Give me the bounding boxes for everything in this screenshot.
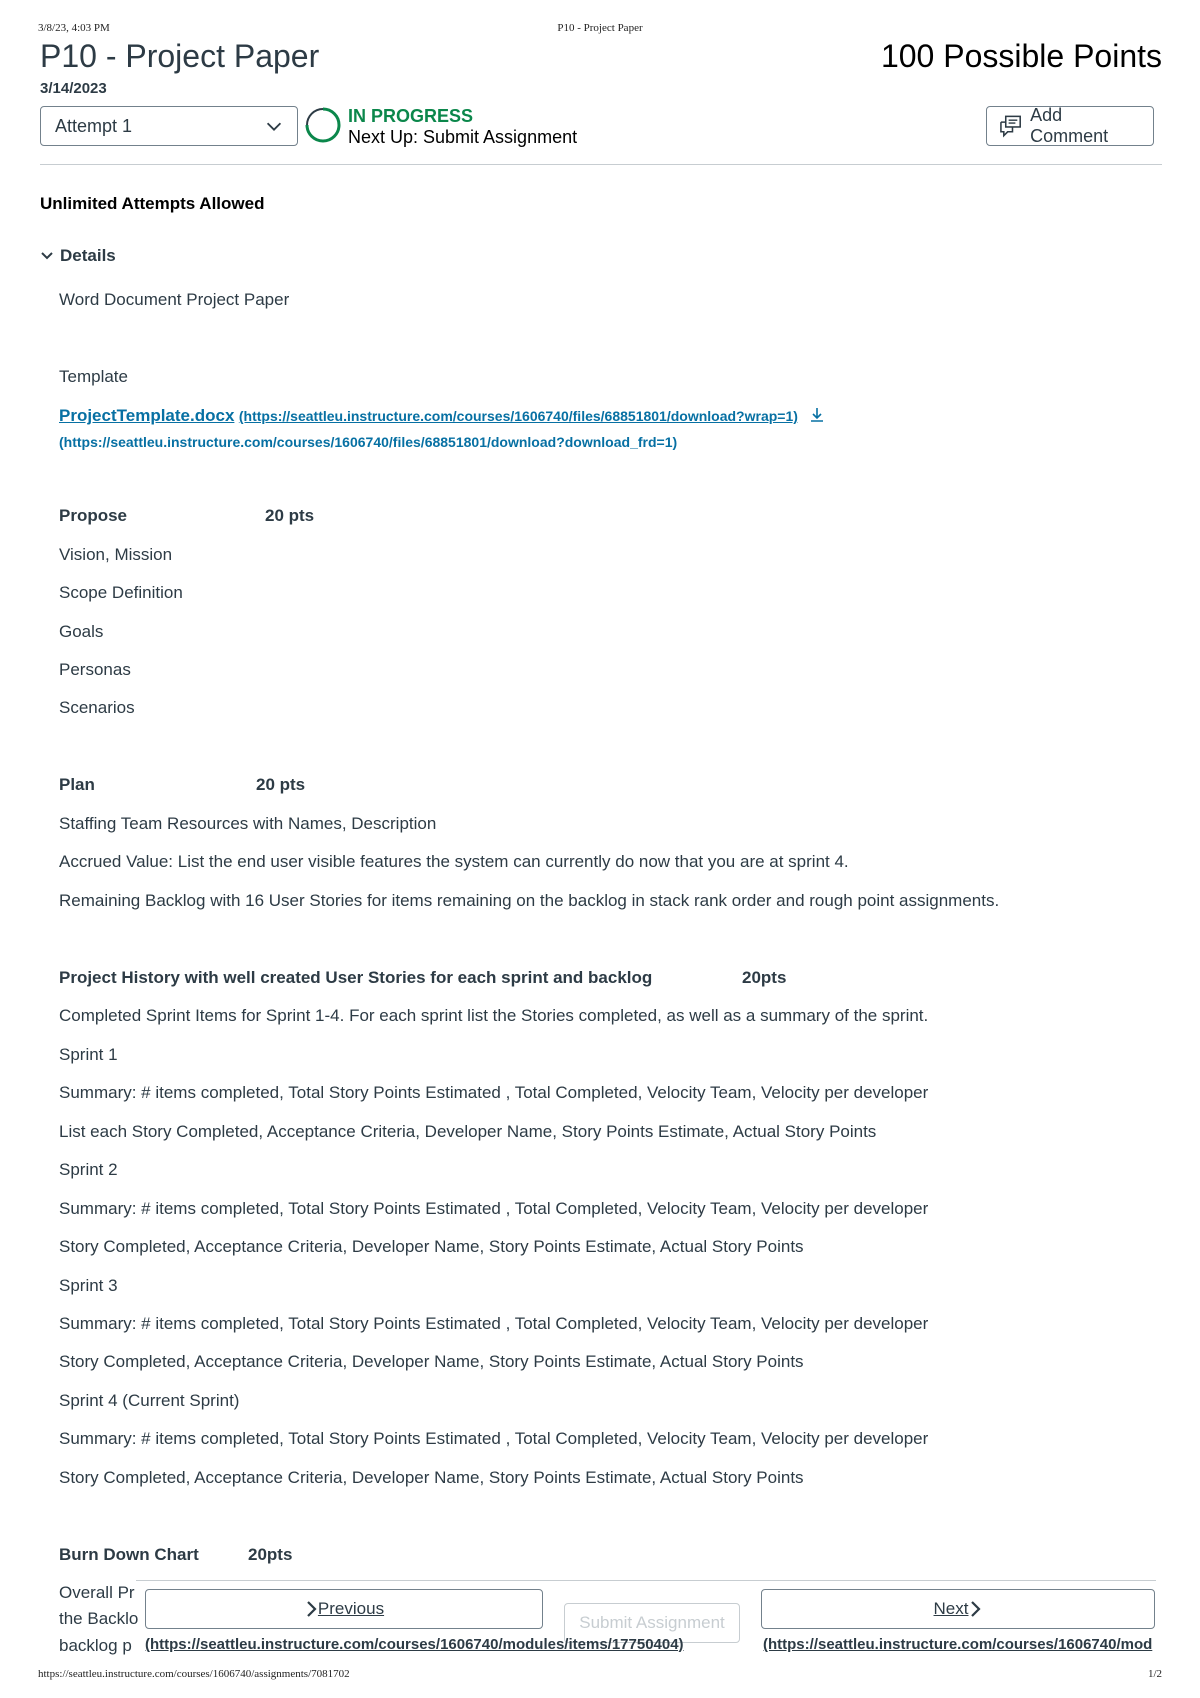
plan-item: Accrued Value: List the end user visible features the system can currently do now that you are at sprint 4. [59,852,849,871]
possible-points: 100 Possible Points [880,38,1162,74]
template-file-link[interactable]: ProjectTemplate.docx [59,406,235,425]
print-footer [38,1668,1162,1684]
template-download-link[interactable]: (https://seattleu.instructure.com/courses/1606740/files/68851801/download?download_frd=1) [59,434,678,450]
attempt-select-value: Attempt 1 [55,115,133,136]
history-heading: Project History with well created User Stories for each sprint and backlog [59,968,653,987]
chevron-left-icon [304,1600,318,1618]
propose-heading: Propose [59,506,128,525]
status-label: IN PROGRESS [348,106,474,126]
comment-icon [999,114,1022,138]
history-item: Completed Sprint Items for Sprint 1-4. For each sprint list the Stories completed, as well as a summary of the sprint. [59,1006,929,1025]
previous-url[interactable]: (https://seattleu.instructure.com/courses/1606740/modules/items/17750404) [145,1636,684,1653]
history-item: Sprint 4 (Current Sprint) [59,1391,240,1410]
print-header [38,22,1162,38]
history-item: Summary: # items completed, Total Story Points Estimated , Total Completed, Velocity Team, Velocity per developer [59,1429,929,1448]
burndown-points: 20pts [248,1545,293,1564]
progress-ring-icon [304,106,342,144]
history-item: Summary: # items completed, Total Story Points Estimated , Total Completed, Velocity Team, Velocity per developer [59,1314,929,1333]
submit-assignment-button[interactable]: Submit Assignment [564,1603,740,1643]
next-url[interactable]: (https://seattleu.instructure.com/courses/1606740/mod [763,1636,1153,1653]
next-button[interactable] [761,1589,1155,1629]
propose-item: Goals [59,622,104,641]
plan-item: Remaining Backlog with 16 User Stories for items remaining on the backlog in stack rank order and rough point assignments. [59,891,1000,910]
chevron-right-icon [968,1600,982,1618]
history-item: Summary: # items completed, Total Story Points Estimated , Total Completed, Velocity Team, Velocity per developer [59,1199,929,1218]
previous-button[interactable] [145,1589,543,1629]
divider [40,164,1162,165]
due-date: 3/14/2023 [40,80,107,97]
page-title: P10 - Project Paper [40,38,320,74]
plan-item: Staffing Team Resources with Names, Description [59,814,437,833]
template-url-wrap[interactable]: (https://seattleu.instructure.com/courses/1606740/files/68851801/download?wrap=1) [238,408,798,424]
propose-item: Personas [59,660,131,679]
intro-text: Word Document Project Paper [59,290,290,309]
attempts-allowed: Unlimited Attempts Allowed [40,194,265,213]
details-toggle[interactable] [40,246,116,266]
burndown-text-partial: backlog p [59,1636,139,1656]
status-block [348,106,577,148]
add-comment-button[interactable] [986,106,1154,146]
history-item: Story Completed, Acceptance Criteria, Developer Name, Story Points Estimate, Actual Story Points [59,1237,804,1256]
print-title: P10 - Project Paper [557,22,643,34]
plan-heading: Plan [59,775,95,794]
burndown-text-partial: the Backlo [59,1609,139,1628]
chevron-down-icon [40,249,54,263]
history-item: Story Completed, Acceptance Criteria, Developer Name, Story Points Estimate, Actual Story Points [59,1352,804,1371]
template-label: Template [59,367,128,386]
next-up-label: Next Up: Submit Assignment [348,127,578,147]
history-item: Summary: # items completed, Total Story Points Estimated , Total Completed, Velocity Team, Velocity per developer [59,1083,929,1102]
burndown-heading: Burn Down Chart [59,1545,199,1564]
chevron-down-icon [263,115,285,137]
download-icon[interactable] [808,406,826,424]
previous-label: Previous [317,1599,385,1618]
history-item: Sprint 1 [59,1045,118,1064]
add-comment-label: Add Comment [1030,105,1109,146]
print-url: https://seattleu.instructure.com/courses/1606740/assignments/7081702 [38,1668,350,1680]
propose-item: Vision, Mission [59,545,173,564]
history-item: Sprint 3 [59,1276,118,1295]
propose-item: Scope Definition [59,583,183,602]
attempt-select[interactable] [40,106,298,146]
details-label: Details [60,246,116,265]
history-points: 20pts [742,968,787,987]
propose-item: Scenarios [59,698,135,717]
plan-points: 20 pts [256,775,306,794]
history-item: List each Story Completed, Acceptance Criteria, Developer Name, Story Points Estimate, Actual Story Points [59,1122,877,1141]
footer-divider [136,1580,1156,1581]
propose-points: 20 pts [265,506,315,525]
burndown-text-partial: Overall Pr [59,1583,139,1603]
print-date: 3/8/23, 4:03 PM [38,22,110,34]
page-number: 1/2 [1147,1668,1162,1680]
history-item: Story Completed, Acceptance Criteria, Developer Name, Story Points Estimate, Actual Story Points [59,1468,804,1487]
next-label: Next [933,1599,969,1618]
history-item: Sprint 2 [59,1160,118,1179]
template-link[interactable] [59,406,826,426]
